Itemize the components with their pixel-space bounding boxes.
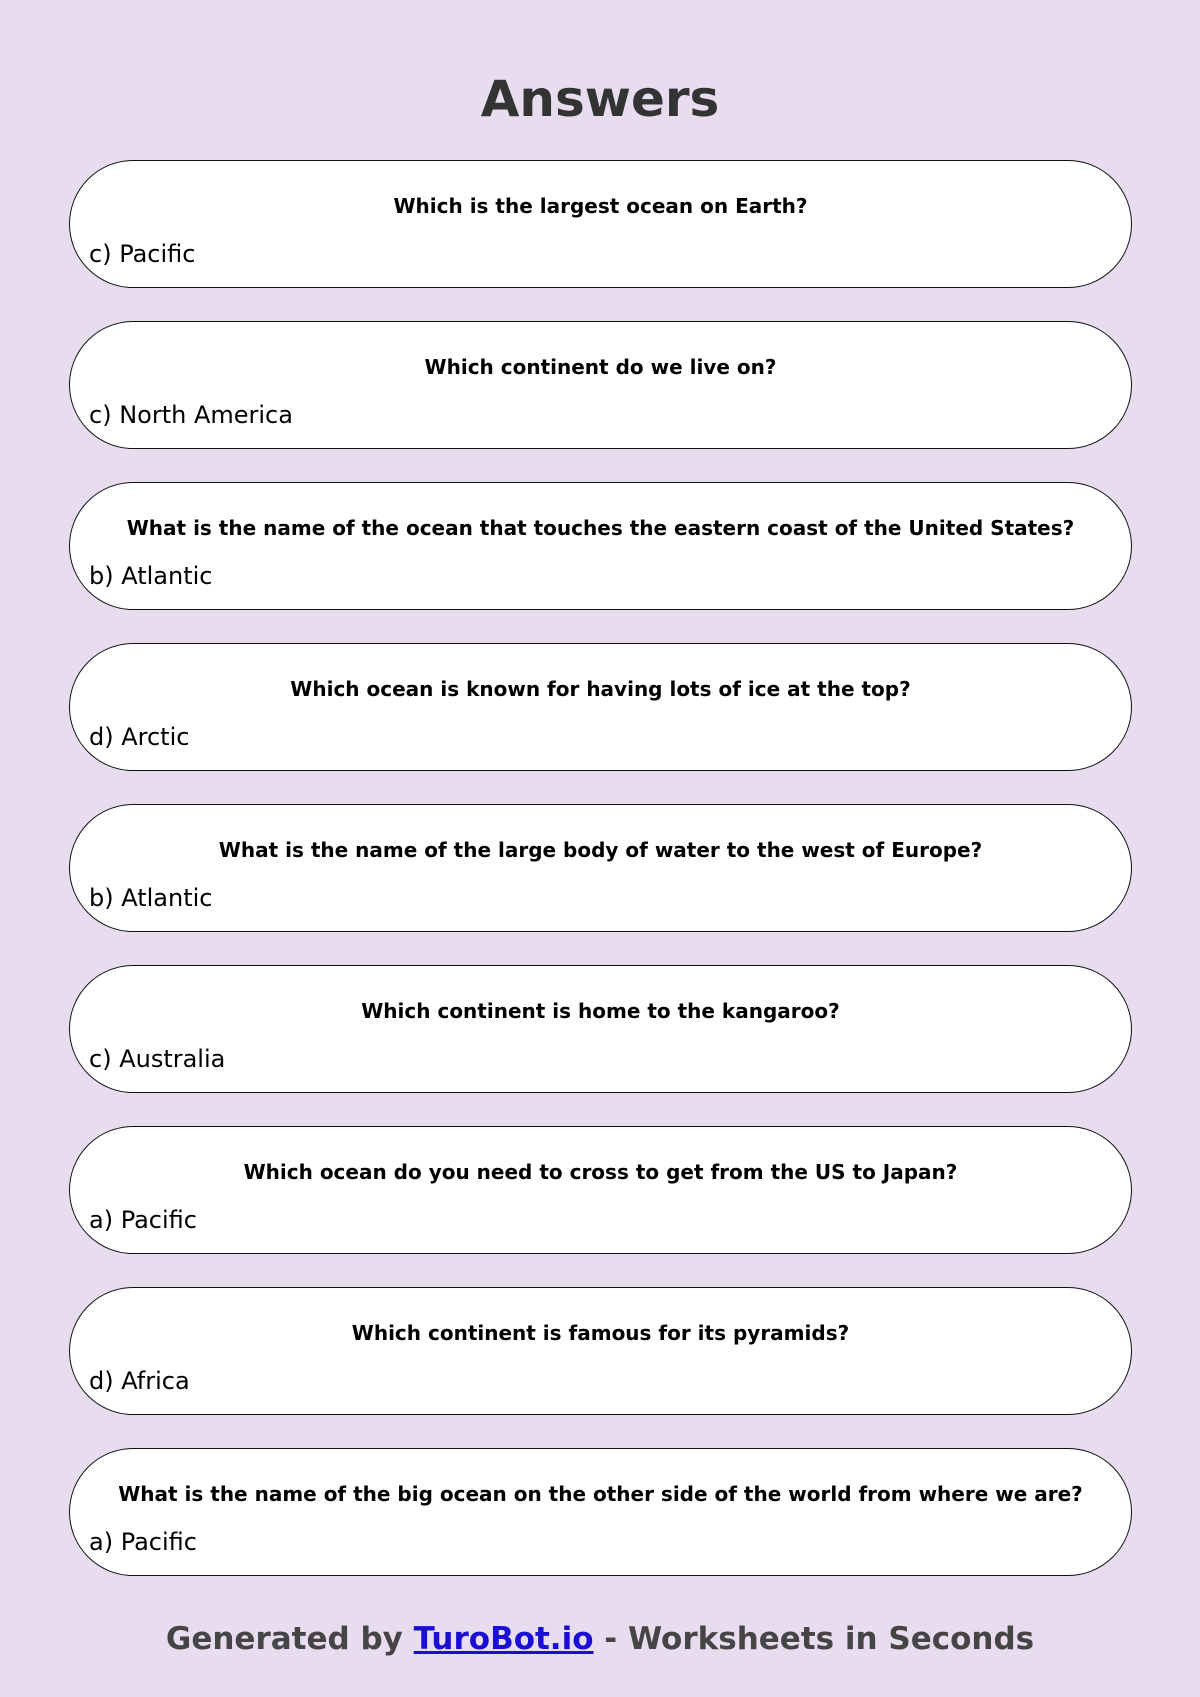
answer-text: b) Atlantic xyxy=(89,884,213,912)
footer xyxy=(0,1617,1200,1661)
answer-card xyxy=(69,1448,1132,1576)
answer-text: d) Africa xyxy=(89,1367,190,1395)
answer-card xyxy=(69,643,1132,771)
question-text: Which is the largest ocean on Earth? xyxy=(393,194,808,218)
question-text: What is the name of the big ocean on the other side of the world from where we are? xyxy=(118,1482,1083,1506)
footer-suffix: - Worksheets in Seconds xyxy=(593,1621,1035,1657)
turobot-link[interactable]: TuroBot.io xyxy=(413,1621,594,1657)
question-text: What is the name of the large body of water to the west of Europe? xyxy=(218,838,983,862)
question-text: Which ocean do you need to cross to get from the US to Japan? xyxy=(243,1160,958,1184)
answer-card xyxy=(69,965,1132,1093)
answer-text: a) Pacific xyxy=(89,1206,197,1234)
answer-card xyxy=(69,1126,1132,1254)
question-text: Which continent is home to the kangaroo? xyxy=(361,999,840,1023)
footer-prefix: Generated by xyxy=(165,1621,414,1657)
answer-card xyxy=(69,804,1132,932)
answer-text: a) Pacific xyxy=(89,1528,197,1556)
page-title: Answers xyxy=(480,70,720,128)
answer-text: d) Arctic xyxy=(89,723,190,751)
answer-list xyxy=(69,160,1132,1609)
question-text: Which continent do we live on? xyxy=(424,355,777,379)
answer-text: c) Pacific xyxy=(89,240,196,268)
question-text: Which continent is famous for its pyramids? xyxy=(351,1321,850,1345)
answer-card xyxy=(69,1287,1132,1415)
answer-card xyxy=(69,482,1132,610)
answer-card xyxy=(69,321,1132,449)
answer-text: c) North America xyxy=(89,401,293,429)
question-text: Which ocean is known for having lots of ice at the top? xyxy=(290,677,911,701)
answer-card xyxy=(69,160,1132,288)
answer-text: c) Australia xyxy=(89,1045,226,1073)
question-text: What is the name of the ocean that touches the eastern coast of the United States? xyxy=(126,516,1075,540)
answer-text: b) Atlantic xyxy=(89,562,213,590)
